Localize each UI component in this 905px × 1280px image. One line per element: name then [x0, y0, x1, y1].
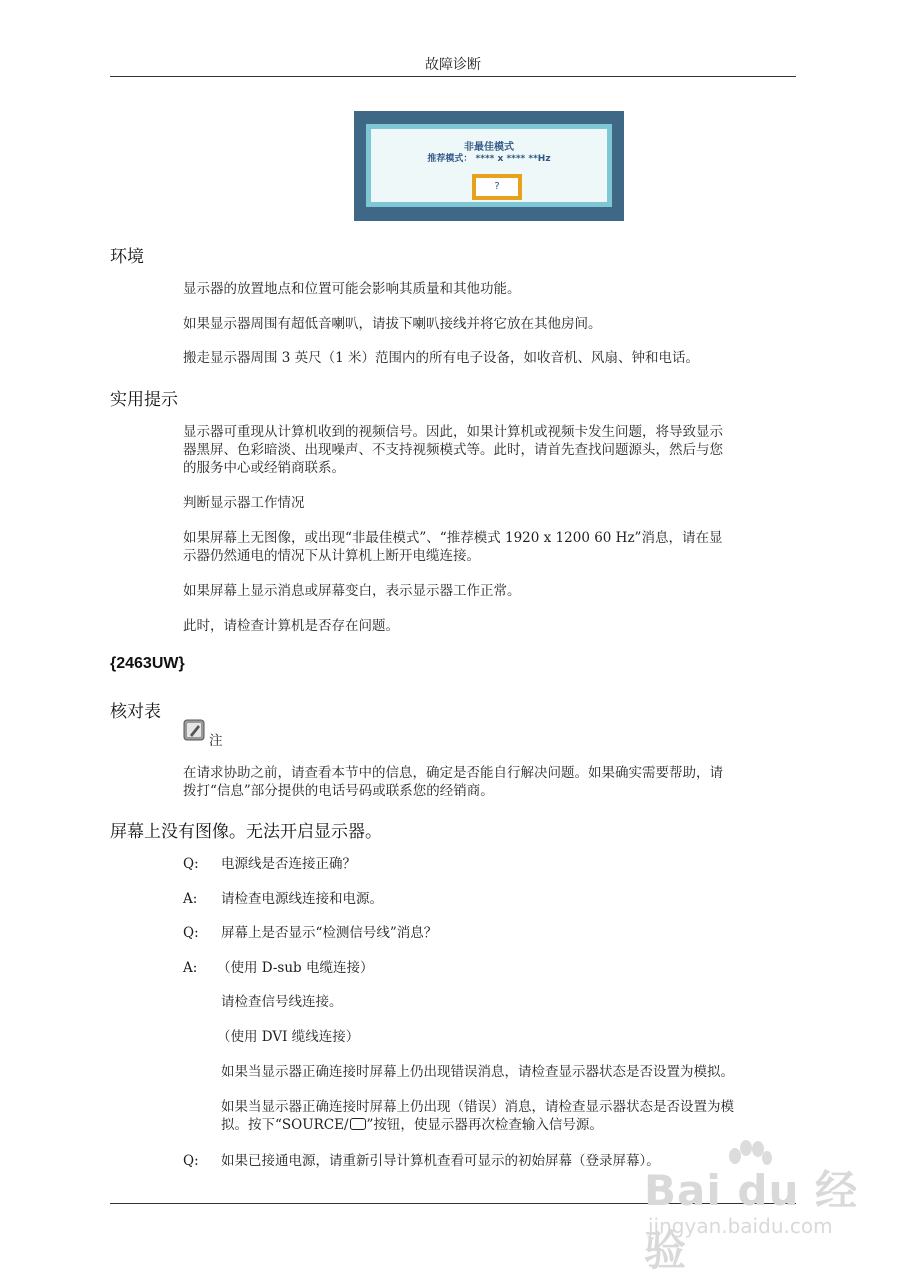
note-label: 注	[209, 733, 223, 749]
a2-detail-4-line-2	[221, 1116, 797, 1134]
tips-paragraph-4: 如果屏幕上显示消息或屏幕变白，表示显示器工作正常。	[183, 583, 521, 599]
screen-question-button: ?	[472, 174, 522, 200]
screen-message-box	[366, 124, 612, 207]
env-paragraph-3: 搬走显示器周围 3 英尺（1 米）范围内的所有电子设备，如收音机、风扇、钟和电话。	[183, 350, 700, 366]
tips-paragraph-5: 此时，请检查计算机是否存在问题。	[183, 618, 399, 634]
a2-detail-4-part-b: ”按钮，使显示器再次检查输入信号源。	[366, 1117, 603, 1133]
a2-detail-2: （使用 DVI 缆线连接）	[217, 1029, 360, 1045]
screen-mode-line: 推荐模式： **** x **** **Hz	[427, 154, 551, 164]
a2-detail-4-line-1: 如果当显示器正确连接时屏幕上仍出现（错误）消息，请检查显示器状态是否设置为模	[221, 1099, 734, 1115]
tips-paragraph-1-line-1: 显示器可重现从计算机收到的视频信号。因此，如果计算机或视频卡发生问题，将导致显示	[183, 424, 723, 440]
section-heading-no-image: 屏幕上没有图像。无法开启显示器。	[110, 822, 382, 842]
section-heading-environment: 环境	[110, 247, 144, 267]
q1-text: 电源线是否连接正确？	[221, 856, 356, 872]
checklist-paragraph-line-1: 在请求协助之前，请查看本节中的信息，确定是否能自行解决问题。如果确实需要帮助，请	[183, 765, 723, 781]
a2-text: （使用 D-sub 电缆连接）	[217, 960, 374, 976]
a1-label: A:	[183, 891, 198, 907]
tips-paragraph-1-line-2: 器黑屏、色彩暗淡、出现噪声、不支持视频模式等。此时，请首先查找问题源头，然后与您	[183, 442, 723, 458]
baidu-watermark	[640, 1140, 860, 1275]
header-rule	[110, 76, 796, 77]
return-key-icon	[350, 1118, 366, 1130]
monitor-screen-illustration	[354, 111, 624, 221]
note-icon	[183, 719, 205, 741]
q1-label: Q:	[183, 856, 199, 872]
q2-label: Q:	[183, 925, 199, 941]
tips-paragraph-2: 判断显示器工作情况	[183, 495, 305, 511]
checklist-paragraph-line-2: 拨打“信息”部分提供的电话号码或联系您的经销商。	[183, 783, 494, 799]
a2-detail-1: 请检查信号线连接。	[221, 994, 343, 1010]
a2-detail-3: 如果当显示器正确连接时屏幕上仍出现错误消息，请检查显示器状态是否设置为模拟。	[221, 1064, 734, 1080]
q2-text: 屏幕上是否显示“检测信号线”消息？	[221, 925, 438, 941]
q3-text: 如果已接通电源，请重新引导计算机查看可显示的初始屏幕（登录屏幕）。	[221, 1153, 660, 1169]
screen-title: 非最佳模式	[464, 142, 514, 153]
section-heading-tips: 实用提示	[110, 390, 178, 410]
tips-paragraph-1-line-3: 的服务中心或经销商联系。	[183, 460, 345, 476]
model-heading: {2463UW}	[110, 655, 185, 672]
tips-paragraph-3-line-2: 示器仍然通电的情况下从计算机上断开电缆连接。	[183, 548, 480, 564]
a2-label: A:	[183, 960, 198, 976]
watermark-logo: Bai du 经验	[644, 1166, 858, 1275]
env-paragraph-1: 显示器的放置地点和位置可能会影响其质量和其他功能。	[183, 281, 521, 297]
q3-label: Q:	[183, 1153, 199, 1169]
page-header-title: 故障诊断	[425, 57, 481, 73]
section-heading-checklist: 核对表	[110, 702, 161, 722]
a1-text: 请检查电源线连接和电源。	[221, 891, 383, 907]
a2-detail-4-part-a: 拟。按下“SOURCE/	[221, 1117, 349, 1133]
env-paragraph-2: 如果显示器周围有超低音喇叭，请拔下喇叭接线并将它放在其他房间。	[183, 316, 602, 332]
watermark-url: jingyan.baidu.com	[648, 1214, 833, 1238]
tips-paragraph-3-line-1: 如果屏幕上无图像，或出现“非最佳模式”、“推荐模式 1920 x 1200 60 Hz”消息，请在显	[183, 530, 723, 546]
